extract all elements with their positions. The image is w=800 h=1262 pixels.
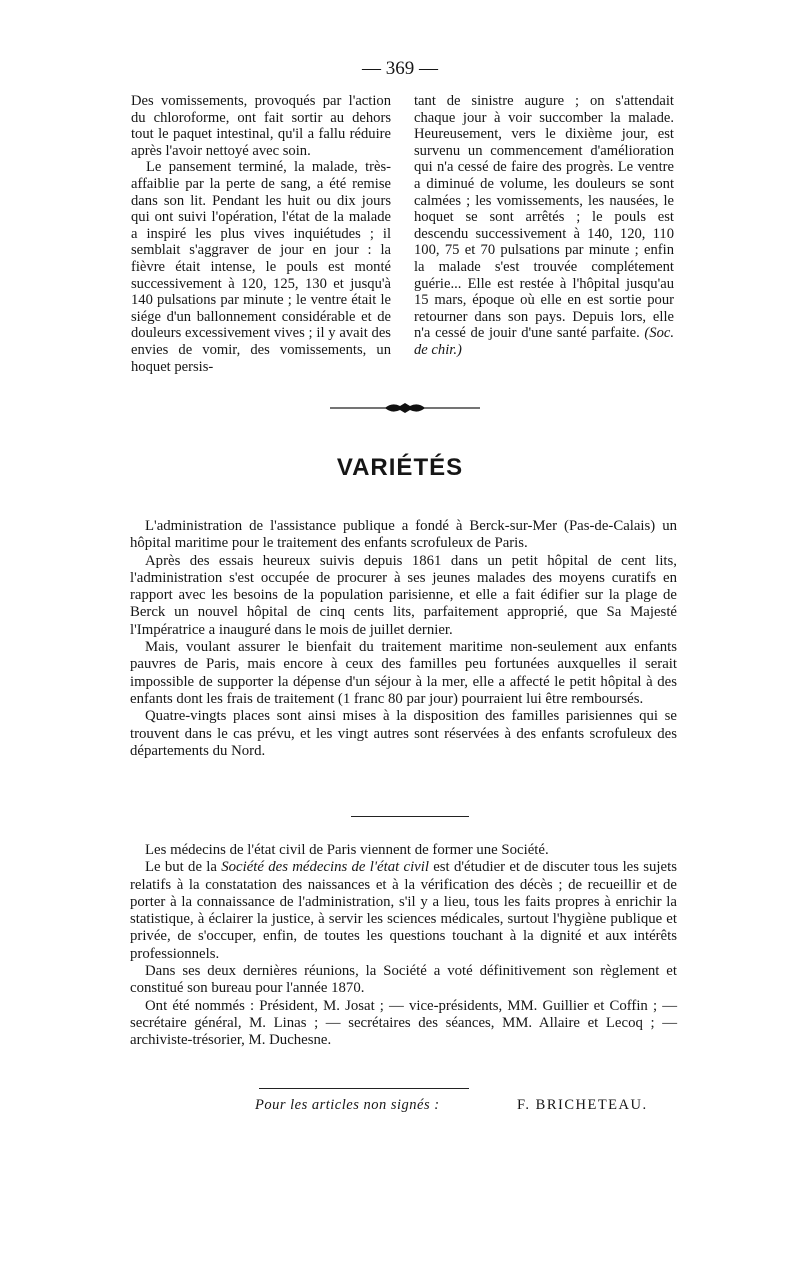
right-paragraph-1 — [414, 93, 674, 359]
societe-paragraph-3: Dans ses deux dernières réunions, la Société a voté définitivement son règlement et constitué son bureau pour l'année 1870. — [130, 963, 677, 997]
varietes-paragraph-4: Quatre-vingts places sont ainsi mises à la disposition des familles parisiennes qui se trouvent dans le cas prévu, et les vingt autres sont réservées à des enfants scrofuleux des départements du Nord. — [130, 708, 677, 759]
societe-paragraph-1: Les médecins de l'état civil de Paris viennent de former une Société. — [145, 842, 549, 858]
left-paragraph-2: Le pansement terminé, la malade, très-affaiblie par la perte de sang, a été remise dans son lit. Pendant les huit ou dix jours qui ont suivi l'opération, l'état de la malade a inspiré les plus vives inquiétudes ; il semblait s'aggraver de jour en jour : la fièvre était intense, le pouls est monté successivement à 120, 125, 130 et jusqu'à 140 pulsations par minute ; le ventre était le siége d'un ballonnement considérable et de douleurs excessivement vives ; il y avait des envies de vomir, des vomissements, un hoquet persis- — [131, 159, 391, 375]
signature-note: Pour les articles non signés : — [255, 1097, 440, 1113]
signature-name: F. BRICHETEAU. — [517, 1097, 648, 1113]
left-paragraph-1: Des vomissements, provoqués par l'action du chloroforme, ont fait sortir au dehors tout le paquet intestinal, qu'il a fallu réduire après l'avoir nettoyé avec soin. — [131, 93, 391, 159]
varietes-paragraph-2: Après des essais heureux suivis depuis 1861 dans un petit hôpital de cent lits, l'administration s'est occupée de procurer à ses jeunes malades des moyens curatifs en rapport avec les besoins de la population parisienne, et elle a fait édifier sur la plage de Berck un nouvel hôpital de cinq cents lits, parfaitement approprié, que Sa Majesté l'Impératrice a inauguré dans le mois de juillet dernier. — [130, 552, 677, 638]
separator-line — [351, 816, 469, 817]
varietes-section — [130, 518, 677, 760]
societe-p2-end: est d'étudier et de discuter tous les sujets relatifs à la constatation des naissances et à la vérification des décès ; de recueillir et de porter à la connaissance de l'administration, s'il y a lieu, tous les faits propres à enrichir la statistique, à éclairer la justice, à servir les sciences médicales, surtout l'hygiène publique et privée, de s'occuper, enfin, de toutes les questions touchant à la dignité et aux intérêts professionnels. — [130, 859, 677, 962]
societe-section — [130, 842, 677, 1050]
right-column — [414, 93, 674, 359]
signature-separator — [259, 1088, 469, 1089]
varietes-paragraph-1: L'administration de l'assistance publique a fondé à Berck-sur-Mer (Pas-de-Calais) un hôpital maritime pour le traitement des enfants scrofuleux de Paris. — [130, 518, 677, 552]
signature-line — [255, 1097, 675, 1114]
ornament-divider — [330, 400, 480, 416]
page-number: — 369 — — [362, 58, 438, 79]
societe-paragraph-2 — [130, 859, 677, 963]
left-column — [131, 93, 391, 375]
section-title: VARIÉTÉS — [336, 454, 464, 481]
source-citation: (Soc. de chir.) — [414, 325, 674, 358]
societe-paragraph-4: Ont été nommés : Président, M. Josat ; — vice-présidents, MM. Guillier et Coffin ; — secrétaire général, M. Linas ; — secrétaires des séances, MM. Allaire et Lecoq ; — archiviste-trésorier, M. Duchesne. — [130, 997, 677, 1049]
right-paragraph-text: tant de sinistre augure ; on s'attendait chaque jour à voir succomber la malade. Heureusement, vers le dixième jour, est survenu un commencement d'amélioration qui n'a cessé de faire des progrès. Le ventre a diminué de volume, les douleurs se sont calmées ; les vomissements, les nausées, le hoquet se sont arrêtés ; le pouls est descendu successivement à 140, 120, 110 100, 75 et 70 pulsations par minute ; enfin la malade s'est trouvée complétement guérie... Elle est restée à l'hôpital jusqu'au 15 mars, époque où elle en est sortie pour retourner dans son pays. Depuis lors, elle n'a cessé de jouir d'une santé parfaite. — [414, 93, 674, 342]
varietes-paragraph-3: Mais, voulant assurer le bienfait du traitement maritime non-seulement aux enfants pauvres de Paris, mais encore à ceux des familles peu fortunées auxquelles il serait impossible de supporter la dépense d'un séjour à la mer, elle a affecté le petit hôpital à des enfants dont les frais de traitement (1 franc 80 par jour) pourraient lui être remboursés. — [130, 639, 677, 707]
societe-name-italic: Société des médecins de l'état civil — [221, 859, 429, 876]
societe-p2-start: Le but de la — [145, 859, 222, 876]
